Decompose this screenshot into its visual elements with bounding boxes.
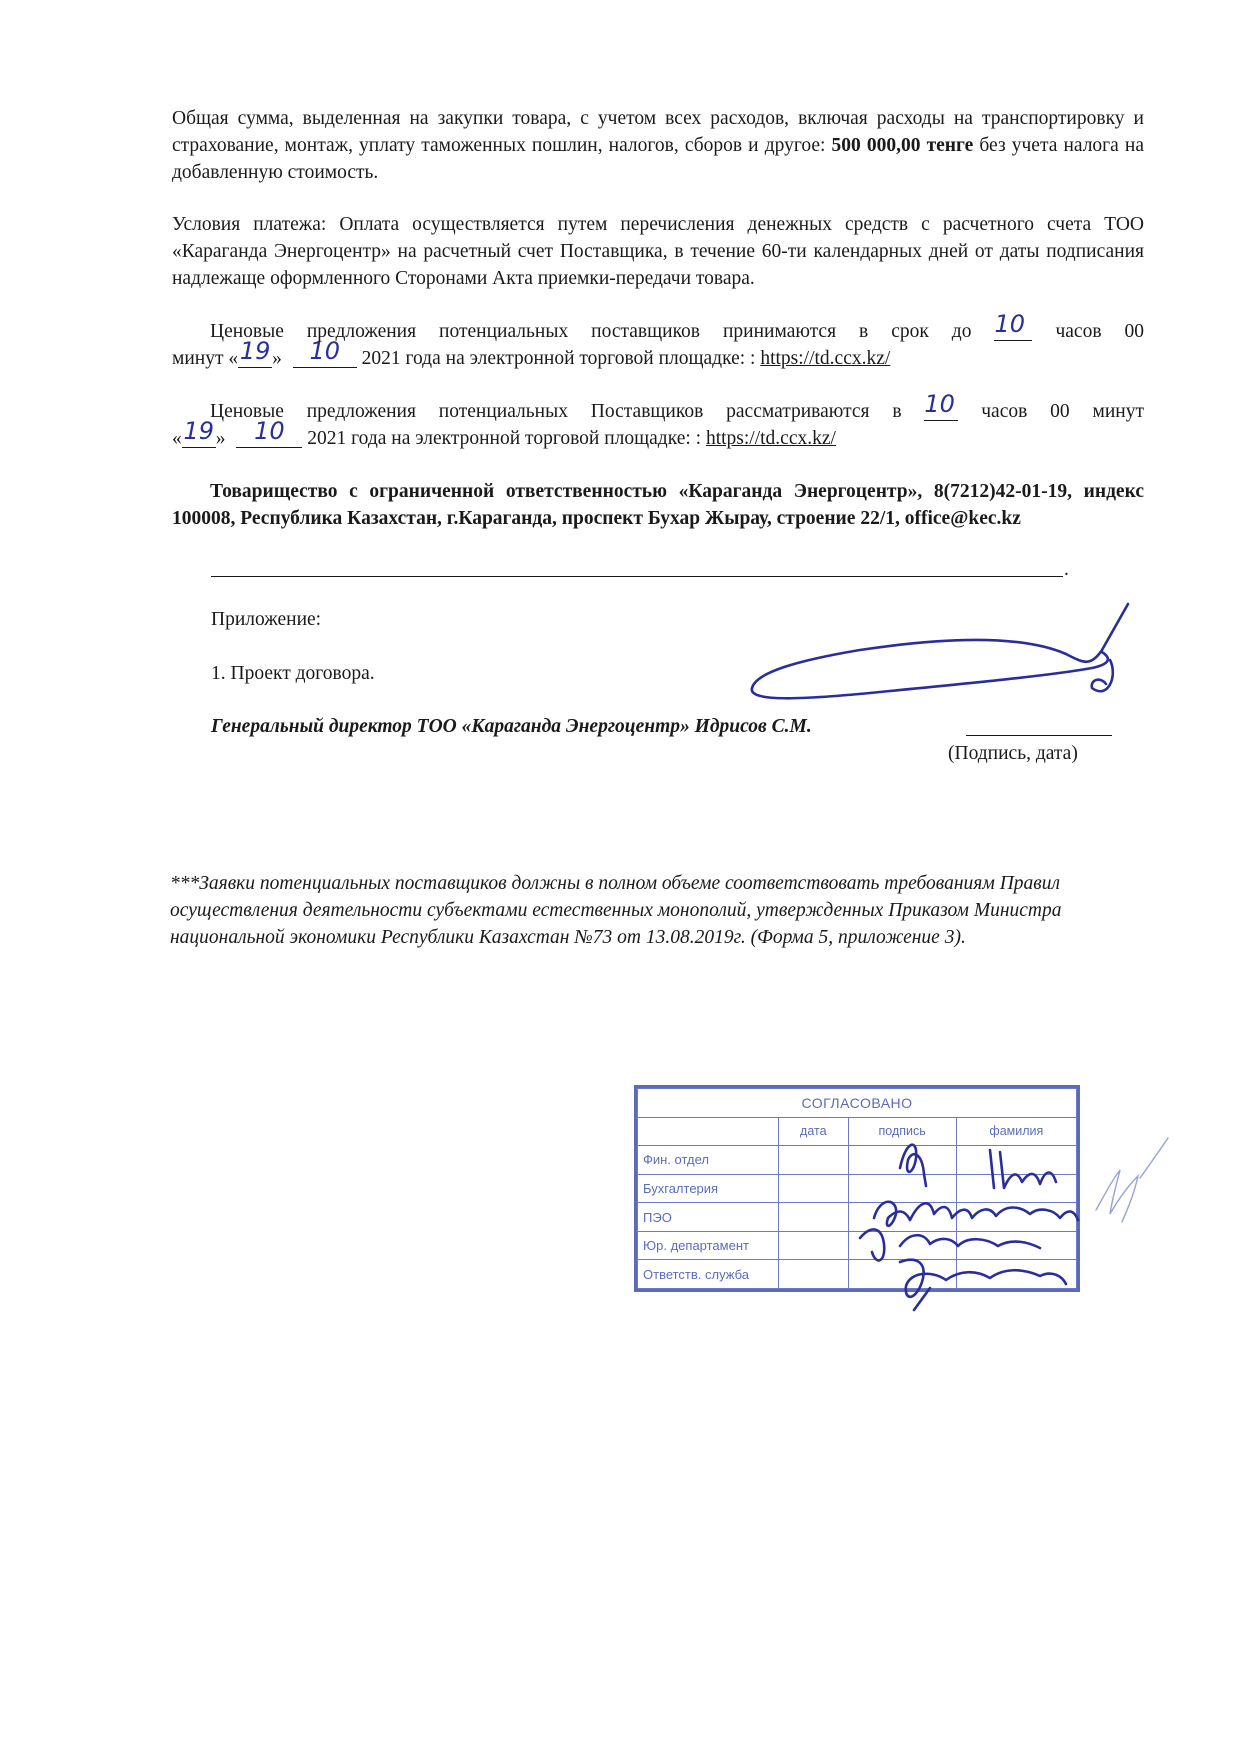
stamp-row-label: Бухгалтерия bbox=[638, 1174, 779, 1203]
review-platform-link[interactable]: https://td.ccx.kz/ bbox=[705, 428, 836, 449]
review-text-end: часов 00 минут bbox=[981, 401, 1145, 422]
acceptance-day-field bbox=[238, 337, 272, 368]
company-underline bbox=[211, 576, 1063, 577]
stamp-row-label: Фин. отдел bbox=[638, 1146, 779, 1175]
footnote-paragraph: ***Заявки потенциальных поставщиков должны в полном объеме соответствовать требованиям Правил осуществления деятельности субъектами естественных монополий, утвержденных Приказом Министра национальной экономики Республики Казахстан №73 от 13.08.2019г. (Форма 5, приложение 3). bbox=[170, 873, 1062, 948]
review-month-handwritten: 10 bbox=[254, 417, 285, 445]
review-day-handwritten: 19 bbox=[183, 417, 215, 445]
acceptance-minutes-text: минут « bbox=[172, 348, 239, 369]
stamp-row-label: Ответств. служба bbox=[638, 1260, 779, 1289]
acceptance-text-end: часов 00 bbox=[1055, 321, 1145, 342]
total-sum-amount: 500 000,00 тенге bbox=[831, 135, 974, 156]
stamp-col-signature: подпись bbox=[848, 1117, 956, 1146]
signature-underline bbox=[966, 735, 1112, 736]
stamp-title: СОГЛАСОВАНО bbox=[638, 1089, 1077, 1118]
stamp-row bbox=[638, 1203, 1077, 1232]
review-hour-field bbox=[924, 390, 958, 421]
total-sum-tail: без учета налога на добавленную стоимость. bbox=[172, 135, 1145, 183]
stamp-corner-cell bbox=[638, 1117, 779, 1146]
faint-initials-icon bbox=[1096, 1138, 1168, 1222]
stamp-row bbox=[638, 1174, 1077, 1203]
stamp-col-date: дата bbox=[779, 1117, 849, 1146]
review-line-2 bbox=[172, 417, 836, 452]
acceptance-month-handwritten: 10 bbox=[309, 337, 340, 365]
signature-caption: (Подпись, дата) bbox=[948, 743, 1078, 764]
review-hour-handwritten: 10 bbox=[924, 390, 955, 418]
review-year-text: 2021 года на электронной торговой площадке: : bbox=[307, 428, 702, 449]
company-line-end: . bbox=[1064, 559, 1069, 580]
acceptance-hour-handwritten: 10 bbox=[994, 310, 1026, 338]
acceptance-text-start: Ценовые предложения потенциальных поставщиков принимаются в срок до bbox=[210, 321, 972, 342]
attachment-label: Приложение: bbox=[211, 609, 322, 630]
approval-stamp-table bbox=[637, 1088, 1077, 1289]
total-sum-intro: Общая сумма, выделенная на закупки товара, с учетом всех расходов, включая расходы на транспортировку и страхование, монтаж, уплату таможенных пошлин, налогов, сборов и другое: bbox=[172, 108, 1144, 156]
company-info-paragraph: Товарищество с ограниченной ответственностью «Караганда Энергоцентр», 8(7212)42-01-19, индекс 100008, Республика Казахстан, г.Караганда, проспект Бухар Жырау, строение 22/1, office@kec.kz bbox=[172, 481, 1144, 529]
acceptance-quote-close: » bbox=[272, 348, 282, 369]
acceptance-platform-link[interactable]: https://td.ccx.kz/ bbox=[760, 348, 891, 369]
review-text-start: Ценовые предложения потенциальных Поставщиков рассматриваются в bbox=[210, 401, 902, 422]
stamp-row-label: ПЭО bbox=[638, 1203, 779, 1232]
stamp-col-surname: фамилия bbox=[956, 1117, 1076, 1146]
acceptance-year-text: 2021 года на электронной торговой площадке: : bbox=[361, 348, 756, 369]
review-quote-open: « bbox=[172, 428, 182, 449]
review-day-field bbox=[182, 417, 216, 448]
attachment-item: 1. Проект договора. bbox=[211, 663, 375, 684]
review-quote-close: » bbox=[215, 428, 226, 449]
stamp-row-label: Юр. департамент bbox=[638, 1231, 779, 1260]
acceptance-day-handwritten: 19 bbox=[239, 337, 271, 365]
stamp-row bbox=[638, 1231, 1077, 1260]
signatory-line: Генеральный директор ТОО «Караганда Энергоцентр» Идрисов С.М. bbox=[211, 716, 812, 737]
approval-stamp bbox=[634, 1085, 1080, 1292]
payment-terms-paragraph: Условия платежа: Оплата осуществляется путем перечисления денежных средств с расчетного счета ТОО «Караганда Энергоцентр» на расчетный счет Поставщика, в течение 60-ти календарных дней от даты подписания надлежаще оформленного Сторонами Акта приемки-передачи товара. bbox=[172, 214, 1144, 289]
stamp-row bbox=[638, 1146, 1077, 1175]
total-sum-paragraph bbox=[172, 105, 1144, 186]
acceptance-hour-field bbox=[994, 310, 1032, 341]
stamp-row bbox=[638, 1260, 1077, 1289]
acceptance-month-field bbox=[293, 337, 357, 368]
director-signature-icon bbox=[752, 604, 1128, 698]
review-line-1 bbox=[172, 390, 1145, 425]
acceptance-line-2 bbox=[172, 337, 891, 372]
review-month-field bbox=[236, 417, 302, 448]
